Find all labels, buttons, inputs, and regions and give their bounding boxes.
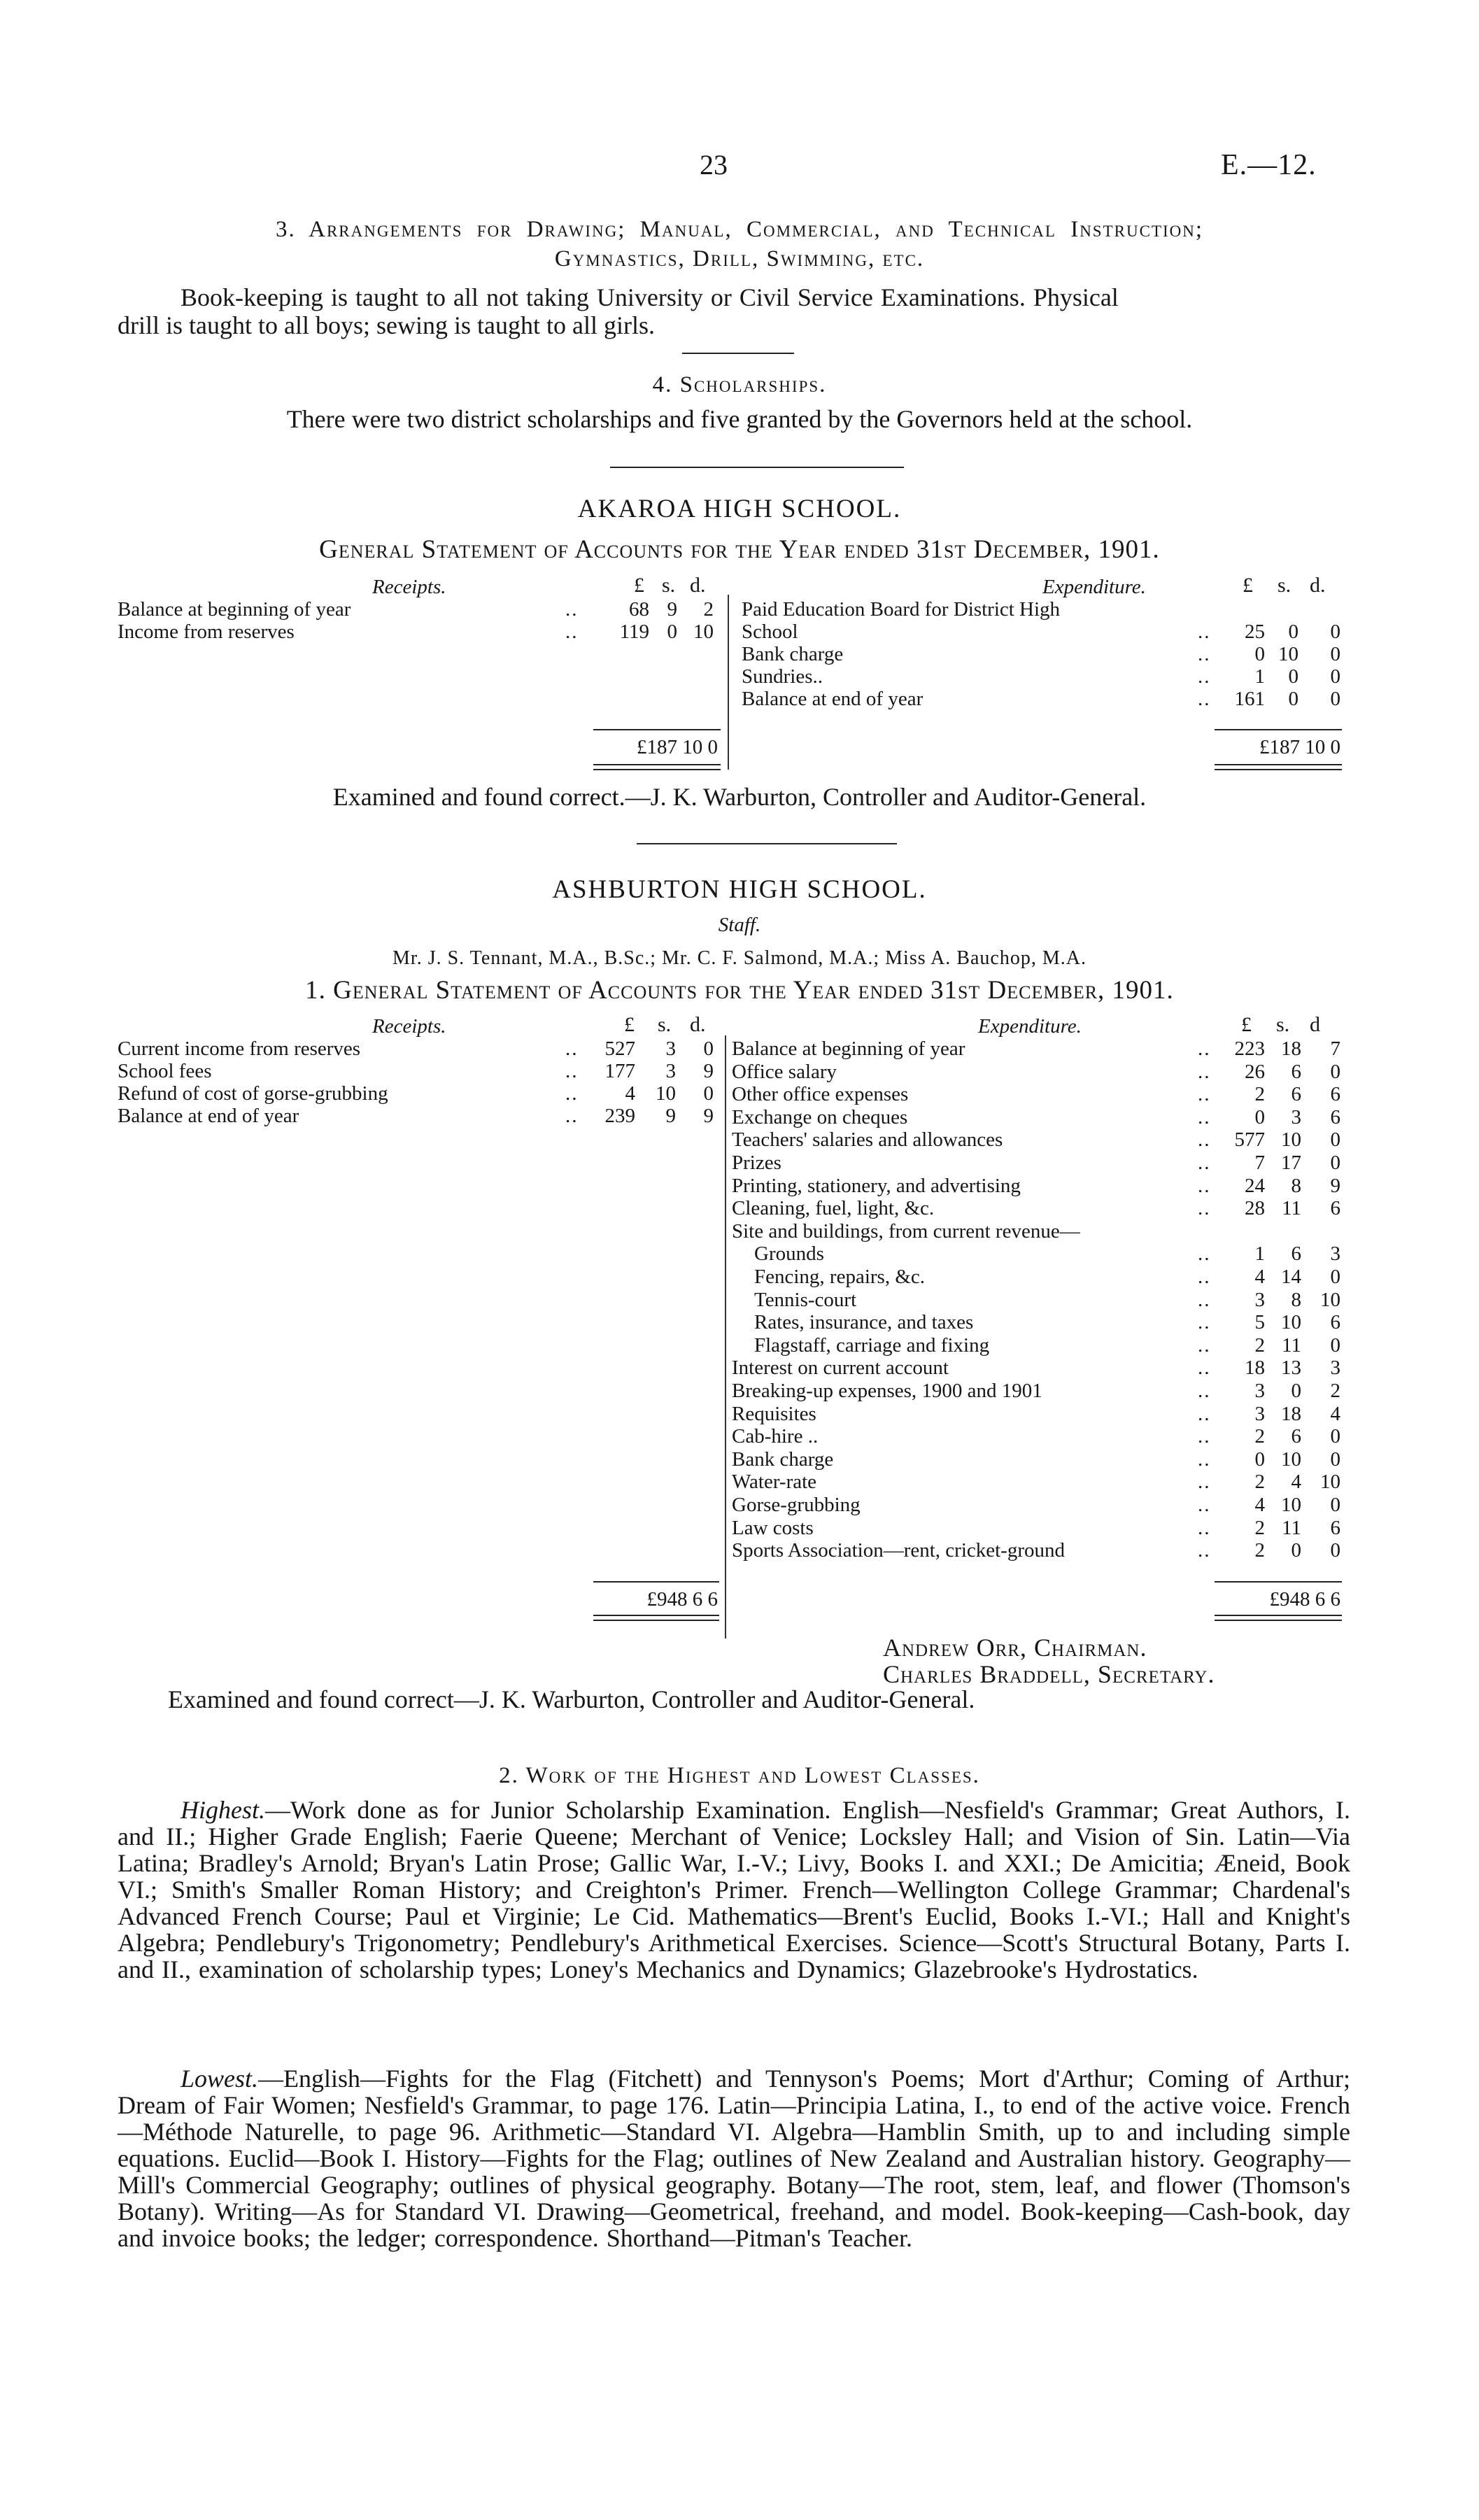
ledger-row-label: Current income from reserves	[118, 1038, 361, 1060]
leader-dots: ..	[1198, 1128, 1211, 1152]
amount-pence: 6	[1330, 1083, 1340, 1106]
amount-pence: 0	[1330, 688, 1340, 710]
leader-dots: ..	[565, 1105, 579, 1127]
expenditure-heading: Expenditure.	[1042, 576, 1146, 598]
ledger-row-label: Rates, insurance, and taxes	[754, 1311, 974, 1334]
amount-shillings: 11	[1282, 1516, 1301, 1539]
amount-pence: 6	[1330, 1311, 1340, 1334]
ledger-row-label: Other office expenses	[732, 1083, 909, 1106]
amount-pence: 0	[1330, 1266, 1340, 1288]
amount-pence: 4	[1330, 1402, 1340, 1425]
amount-pence: 0	[1330, 1539, 1340, 1562]
expenditure-total-rule	[1215, 1581, 1342, 1583]
amount-shillings: 0	[667, 621, 677, 643]
ledger-row	[0, 1152, 1479, 1175]
ledger-row	[0, 1380, 1479, 1403]
amount-shillings: 10	[1278, 643, 1298, 665]
amount-pounds: 3	[1254, 1402, 1265, 1425]
ledger-row	[0, 1403, 1479, 1426]
amount-shillings: 11	[1282, 1197, 1301, 1220]
amount-pence: 9	[1330, 1174, 1340, 1197]
amount-pounds: 223	[1234, 1038, 1265, 1060]
money-heading-shillings: s.	[1278, 574, 1292, 597]
leader-dots: ..	[1198, 1357, 1211, 1380]
leader-dots: ..	[565, 1082, 579, 1105]
ashburton-statement: 1. General Statement of Accounts for the Year ended 31st December, 1901.	[305, 976, 1174, 1005]
amount-pence: 0	[1330, 665, 1340, 688]
amount-pounds: 2	[1254, 1425, 1265, 1448]
section3-text-line2: drill is taught to all boys; sewing is taught to all girls.	[118, 311, 655, 339]
amount-pence: 10	[1320, 1288, 1340, 1311]
leader-dots: ..	[1198, 1060, 1211, 1083]
receipts-total-double-rule	[593, 1615, 719, 1621]
money-heading-pounds: £	[1241, 1013, 1252, 1036]
amount-shillings: 3	[665, 1038, 676, 1060]
leader-dots: ..	[1198, 1333, 1211, 1357]
ledger-row-label: Breaking-up expenses, 1900 and 1901	[732, 1380, 1042, 1402]
ledger-row-label: Balance at end of year	[742, 688, 924, 710]
leader-dots: ..	[1198, 1447, 1211, 1471]
leader-dots: ..	[1198, 1380, 1211, 1402]
leader-dots: ..	[1198, 1288, 1211, 1311]
ledger-row	[0, 1357, 1479, 1380]
leader-dots: ..	[1198, 1083, 1211, 1106]
work-heading: 2. Work of the Highest and Lowest Classes.	[499, 1763, 980, 1788]
amount-shillings: 4	[1291, 1471, 1301, 1494]
leader-dots: ..	[1198, 1471, 1211, 1494]
amount-pence: 0	[1330, 1425, 1340, 1448]
amount-pence: 6	[1330, 1516, 1340, 1539]
amount-shillings: 10	[656, 1082, 676, 1105]
ledger-row	[0, 1083, 1479, 1106]
amount-pounds: 7	[1254, 1152, 1265, 1174]
amount-pence: 0	[703, 1038, 714, 1060]
expenditure-heading: Expenditure.	[978, 1015, 1082, 1038]
amount-pounds: 239	[604, 1105, 635, 1127]
money-heading-pounds: £	[1243, 574, 1253, 597]
amount-pounds: 2	[1254, 1083, 1265, 1106]
ledger-row	[0, 1334, 1479, 1357]
amount-pence: 3	[1330, 1357, 1340, 1380]
section3-text-line1: Book-keeping is taught to all not taking University or Civil Service Examinations. Physical	[181, 283, 1119, 311]
ledger-row-label: Gorse-grubbing	[732, 1494, 861, 1516]
leader-dots: ..	[1198, 1152, 1211, 1174]
money-heading-pounds: £	[634, 574, 644, 597]
highest-classes-paragraph	[118, 1797, 1350, 1983]
amount-pounds: 4	[1254, 1266, 1265, 1288]
amount-shillings: 10	[1281, 1447, 1301, 1471]
expenditure-total: £187 10 0	[1259, 736, 1340, 758]
ledger-row	[0, 1061, 1479, 1084]
leader-dots: ..	[1198, 1266, 1211, 1288]
ledger-row-label: School	[742, 621, 798, 643]
section3-heading-line2: Gymnastics, Drill, Swimming, etc.	[554, 246, 925, 271]
receipts-heading: Receipts.	[372, 576, 446, 598]
amount-shillings: 10	[1281, 1494, 1301, 1516]
ledger-row-label: Sports Association—rent, cricket-ground	[732, 1539, 1065, 1562]
amount-shillings: 9	[665, 1105, 676, 1127]
ledger-row	[0, 1289, 1479, 1312]
signatory-chairman: Andrew Orr, Chairman.	[883, 1634, 1147, 1662]
ledger-row	[0, 1517, 1479, 1540]
amount-pounds: 577	[1234, 1128, 1265, 1152]
amount-pence: 0	[703, 1082, 714, 1105]
amount-pounds: 26	[1245, 1060, 1265, 1083]
section3-heading-line1: 3. Arrangements for Drawing; Manual, Commercial, and Technical Instruction;	[275, 217, 1204, 242]
leader-dots: ..	[1198, 1425, 1211, 1448]
ledger-row-label: Balance at end of year	[118, 1105, 299, 1127]
ledger-row-label: Law costs	[732, 1516, 814, 1539]
ledger-row-label: Paid Education Board for District High	[742, 598, 1061, 621]
amount-shillings: 3	[1291, 1105, 1301, 1128]
leader-dots: ..	[1198, 1105, 1211, 1128]
highest-text: —Work done as for Junior Scholarship Examination. English—Nesfield's Grammar; Great Authors, I. and II.; Higher Grade English; Faerie Queene; Merchant of Venice; Locksley Hall; and Vision of Sin. Latin—Via Latina; Bradley's Arnold; Bryan's Latin Prose; Gallic War, I.-V.; Livy, Books I. and XXI.; De Amicitia; Æneid, Book VI.; Smith's Smaller Roman History; and Creighton's Primer. French—Wellington College Grammar; Chardenal's Advanced French Course; Paul et Virginie; Le Cid. Mathematics—Brent's Euclid, Books I.-VI.; Hall and Knight's Algebra; Pendlebury's Trigonometry; Pendlebury's Arithmetical Exercises. Science—Scott's Structural Botany, Parts I. and II., examination of scholarship types; Loney's Mechanics and Dynamics; Glazebrooke's Hydrostatics.	[118, 1796, 1350, 1983]
ledger-row-label: Fencing, repairs, &c.	[754, 1266, 926, 1288]
ledger-row-label: Balance at beginning of year	[118, 598, 351, 621]
amount-shillings: 0	[1291, 1380, 1301, 1402]
money-heading-pence: d.	[690, 574, 706, 597]
lowest-classes-paragraph	[118, 2065, 1350, 2251]
amount-pounds: 1	[1254, 1243, 1265, 1266]
amount-shillings: 9	[667, 598, 677, 621]
document-reference: E.—12.	[1221, 149, 1317, 181]
lowest-text: —English—Fights for the Flag (Fitchett) and Tennyson's Poems; Mort d'Arthur; Coming of Arthur; Dream of Fair Women; Nesfield's Grammar, to page 176. Latin—Principia Latina, I., to end of the active voice. French—Méthode Naturelle, to page 96. Arithmetic—Standard VI. Algebra—Hamblin Smith, up to and including simple equations. Euclid—Book I. History—Fights for the Flag; outlines of New Zealand and Australian history. Geography—Mill's Commercial Geography; outlines of physical geography. Botany—The root, stem, leaf, and flower (Thomson's Botany). Writing—As for Standard VI. Drawing—Geometrical, freehand, and model. Book-keeping—Cash-book, day and invoice books; the ledger; correspondence. Shorthand—Pitman's Teacher.	[118, 2065, 1350, 2252]
leader-dots: ..	[1198, 643, 1211, 665]
ledger-row-label: Grounds	[754, 1243, 824, 1266]
money-heading-shillings: s.	[1276, 1013, 1290, 1036]
amount-pounds: 25	[1245, 621, 1265, 643]
ledger-row-label: Flagstaff, carriage and fixing	[754, 1333, 990, 1357]
ledger-row-label: Printing, stationery, and advertising	[732, 1174, 1021, 1197]
expenditure-total-double-rule	[1215, 1615, 1342, 1621]
amount-pounds: 161	[1234, 688, 1265, 710]
amount-shillings: 6	[1291, 1060, 1301, 1083]
amount-pence: 3	[1330, 1243, 1340, 1266]
page-number: 23	[700, 149, 728, 180]
amount-pence: 0	[1330, 1128, 1340, 1152]
ledger-row-label: Requisites	[732, 1402, 816, 1425]
amount-shillings: 10	[1281, 1311, 1301, 1334]
leader-dots: ..	[1198, 665, 1211, 688]
ledger-row-label: Site and buildings, from current revenue—	[732, 1219, 1080, 1243]
amount-pounds: 18	[1245, 1357, 1265, 1380]
ledger-row-label: Refund of cost of gorse-grubbing	[118, 1082, 388, 1105]
ledger-row	[0, 1128, 1479, 1152]
amount-pounds: 1	[1254, 665, 1265, 688]
amount-pounds: 68	[629, 598, 649, 621]
amount-pounds: 3	[1254, 1288, 1265, 1311]
examined-text: Examined and found correct.—J. K. Warburton, Controller and Auditor-General.	[332, 783, 1147, 811]
receipts-heading: Receipts.	[372, 1015, 446, 1038]
leader-dots: ..	[565, 621, 579, 643]
ledger-row-label: Water-rate	[732, 1471, 817, 1494]
leader-dots: ..	[1198, 1402, 1211, 1425]
leader-dots: ..	[565, 1038, 579, 1060]
expenditure-total: £948 6 6	[1269, 1588, 1340, 1611]
ledger-row-label: School fees	[118, 1060, 212, 1082]
amount-pounds: 5	[1254, 1311, 1265, 1334]
ledger-row	[0, 1175, 1479, 1198]
amount-pounds: 28	[1245, 1197, 1265, 1220]
ledger-row	[0, 1471, 1479, 1494]
amount-pence: 0	[1330, 1333, 1340, 1357]
signatory-secretary: Charles Braddell, Secretary.	[883, 1660, 1215, 1688]
ledger-row	[0, 1311, 1479, 1334]
amount-pence: 7	[1330, 1038, 1340, 1060]
ledger-row-label: Income from reserves	[118, 621, 295, 643]
receipts-total-rule	[593, 1581, 719, 1583]
amount-pounds: 4	[1254, 1494, 1265, 1516]
amount-shillings: 0	[1288, 665, 1298, 688]
amount-pence: 10	[1320, 1471, 1340, 1494]
amount-pence: 0	[1330, 1152, 1340, 1174]
money-heading-pence: d	[1310, 1013, 1320, 1036]
money-heading-shillings: s.	[658, 1013, 672, 1036]
akaroa-statement: General Statement of Accounts for the Year ended 31st December, 1901.	[319, 535, 1160, 564]
ledger-row-label: Exchange on cheques	[732, 1105, 908, 1128]
amount-shillings: 6	[1291, 1425, 1301, 1448]
ledger-row	[0, 1425, 1479, 1448]
amount-pence: 9	[703, 1105, 714, 1127]
section4-heading: 4. Scholarships.	[652, 372, 827, 397]
ledger-row-label: Cab-hire ..	[732, 1425, 819, 1448]
amount-pence: 0	[1330, 1447, 1340, 1471]
amount-pounds: 24	[1245, 1174, 1265, 1197]
amount-pence: 9	[703, 1060, 714, 1082]
amount-pounds: 2	[1254, 1471, 1265, 1494]
ashburton-title: ASHBURTON HIGH SCHOOL.	[552, 875, 927, 904]
ledger-row-label: Prizes	[732, 1152, 781, 1174]
amount-pence: 10	[693, 621, 714, 643]
amount-pounds: 0	[1254, 643, 1265, 665]
highest-label: Highest.	[181, 1796, 265, 1824]
leader-dots: ..	[1198, 1539, 1211, 1562]
ledger-row-label: Tennis-court	[754, 1288, 857, 1311]
ledger-row	[0, 1243, 1479, 1266]
money-heading-shillings: s.	[662, 574, 676, 597]
section4-text: There were two district scholarships and five granted by the Governors held at the school.	[286, 405, 1193, 433]
amount-shillings: 0	[1288, 688, 1298, 710]
amount-pence: 0	[1330, 1060, 1340, 1083]
amount-pence: 0	[1330, 643, 1340, 665]
amount-shillings: 14	[1281, 1266, 1301, 1288]
amount-shillings: 6	[1291, 1243, 1301, 1266]
amount-pence: 0	[1330, 621, 1340, 643]
staff-heading: Staff.	[718, 914, 761, 936]
lowest-label: Lowest.	[181, 2065, 259, 2093]
akaroa-title: AKAROA HIGH SCHOOL.	[577, 495, 902, 523]
ledger-row	[0, 1220, 1479, 1243]
leader-dots: ..	[1198, 1311, 1211, 1334]
amount-pounds: 2	[1254, 1539, 1265, 1562]
amount-shillings: 10	[1281, 1128, 1301, 1152]
amount-pounds: 119	[619, 621, 649, 643]
amount-pounds: 3	[1254, 1380, 1265, 1402]
ledger-row-label: Bank charge	[742, 643, 844, 665]
leader-dots: ..	[1198, 1197, 1211, 1220]
amount-shillings: 3	[665, 1060, 676, 1082]
amount-shillings: 8	[1291, 1288, 1301, 1311]
leader-dots: ..	[1198, 1516, 1211, 1539]
ledger-row	[0, 1448, 1479, 1471]
ledger-row	[0, 1539, 1479, 1562]
amount-pence: 6	[1330, 1105, 1340, 1128]
amount-shillings: 13	[1281, 1357, 1301, 1380]
ledger-row-label: Office salary	[732, 1060, 837, 1083]
leader-dots: ..	[1198, 1174, 1211, 1197]
staff-list: Mr. J. S. Tennant, M.A., B.Sc.; Mr. C. F. Salmond, M.A.; Miss A. Bauchop, M.A.	[392, 947, 1087, 969]
ledger-row-label: Teachers' salaries and allowances	[732, 1128, 1003, 1152]
amount-shillings: 0	[1288, 621, 1298, 643]
ledger-row-label: Interest on current account	[732, 1357, 949, 1380]
ledger-row	[0, 1038, 1479, 1061]
money-heading-pence: d.	[1310, 574, 1326, 597]
ledger-row	[0, 1106, 1479, 1129]
money-heading-pounds: £	[624, 1013, 635, 1036]
leader-dots: ..	[1198, 688, 1211, 710]
receipts-total: £948 6 6	[646, 1588, 718, 1611]
leader-dots: ..	[1198, 1494, 1211, 1516]
ledger-row	[0, 1197, 1479, 1220]
leader-dots: ..	[1198, 1038, 1211, 1060]
leader-dots: ..	[565, 598, 579, 621]
amount-pounds: 177	[604, 1060, 635, 1082]
amount-pence: 6	[1330, 1197, 1340, 1220]
amount-shillings: 18	[1281, 1038, 1301, 1060]
ashburton-examined: Examined and found correct—J. K. Warburton, Controller and Auditor-General.	[168, 1685, 975, 1713]
leader-dots: ..	[565, 1060, 579, 1082]
amount-pounds: 2	[1254, 1516, 1265, 1539]
amount-shillings: 11	[1282, 1333, 1301, 1357]
ledger-row-label: Bank charge	[732, 1447, 834, 1471]
amount-pounds: 4	[625, 1082, 635, 1105]
amount-pence: 2	[703, 598, 714, 621]
amount-shillings: 17	[1281, 1152, 1301, 1174]
ledger-row	[0, 1494, 1479, 1517]
leader-dots: ..	[1198, 1243, 1211, 1266]
ledger-row-label: Sundries..	[742, 665, 823, 688]
money-heading-pence: d.	[690, 1013, 706, 1036]
ledger-row	[0, 1266, 1479, 1289]
amount-pence: 0	[1330, 1494, 1340, 1516]
amount-pounds: 0	[1254, 1105, 1265, 1128]
amount-pence: 2	[1330, 1380, 1340, 1402]
amount-shillings: 18	[1281, 1402, 1301, 1425]
leader-dots: ..	[1198, 621, 1211, 643]
amount-pounds: 527	[604, 1038, 635, 1060]
amount-shillings: 0	[1291, 1539, 1301, 1562]
amount-shillings: 8	[1291, 1174, 1301, 1197]
ledger-row-label: Cleaning, fuel, light, &c.	[732, 1197, 935, 1220]
receipts-total: £187 10 0	[637, 736, 718, 758]
ledger-row-label: Balance at beginning of year	[732, 1038, 965, 1060]
amount-pounds: 2	[1254, 1333, 1265, 1357]
amount-pounds: 0	[1254, 1447, 1265, 1471]
amount-shillings: 6	[1291, 1083, 1301, 1106]
